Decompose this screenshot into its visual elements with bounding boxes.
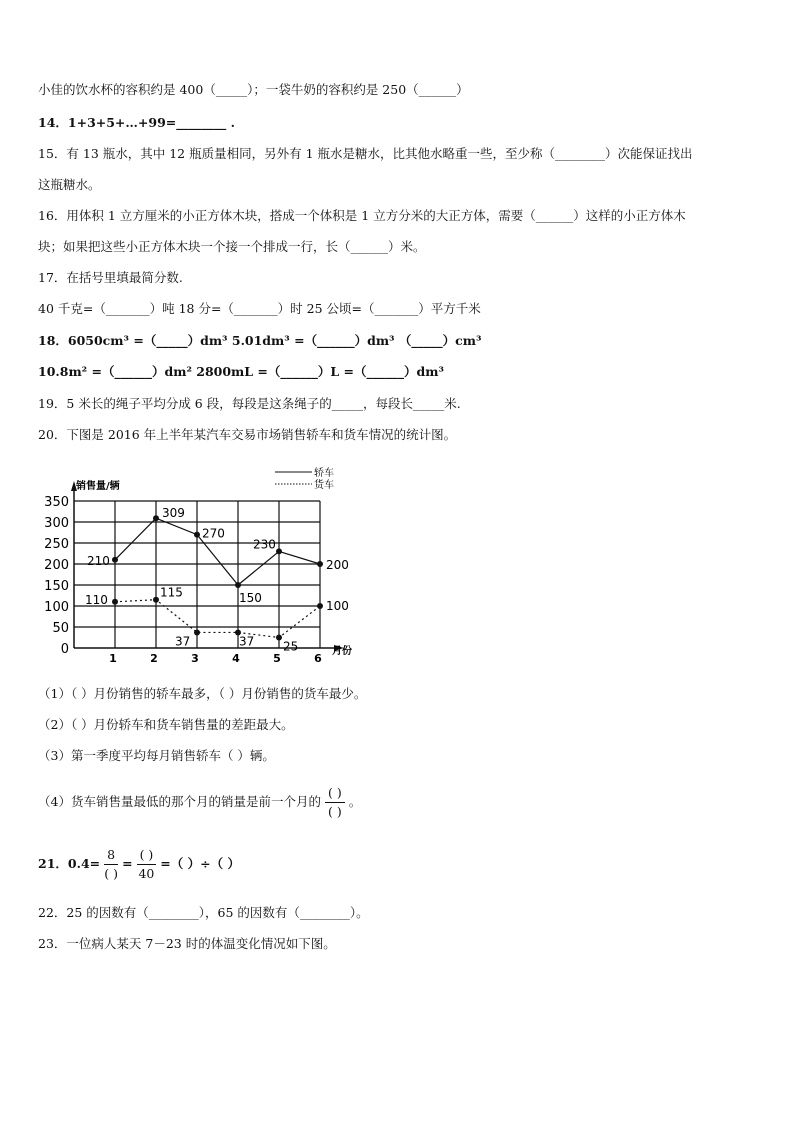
q20-line: 20．下图是 2016 年上半年某汽车交易市场销售轿车和货车情况的统计图。 xyxy=(38,427,457,442)
data-label: 150 xyxy=(239,591,262,605)
q14-line: 14．1+3+5+…+99=________ . xyxy=(38,115,235,130)
fraction-numerator: ( ) xyxy=(325,785,345,803)
q21-den-2: 40 xyxy=(138,866,155,881)
q20-sub4-end: 。 xyxy=(348,794,362,809)
data-point xyxy=(112,599,118,605)
fraction-blank xyxy=(325,785,345,820)
q20-sub4 xyxy=(38,784,361,820)
q21-line xyxy=(38,844,240,884)
q16-line-a: 16．用体积 1 立方厘米的小正方体木块，搭成一个体积是 1 立方分米的大正方体，需要（______）这样的小正方体木 xyxy=(38,208,686,223)
q13-line: 小佳的饮水杯的容积约是 400（_____）；一袋牛奶的容积约是 250（______） xyxy=(38,82,469,97)
data-point xyxy=(317,603,323,609)
data-point xyxy=(317,561,323,567)
data-point xyxy=(153,597,159,603)
data-label: 110 xyxy=(85,592,108,607)
x-tick-label: 3 xyxy=(191,652,199,665)
data-label: 230 xyxy=(253,537,276,552)
q21-fraction-2 xyxy=(137,847,157,882)
sales-line-chart xyxy=(40,465,370,665)
q20-sub4-text: （4）货车销售量最低的那个月的销量是前一个月的 xyxy=(38,794,321,809)
data-point xyxy=(235,582,241,588)
data-label: 37 xyxy=(175,634,191,649)
legend-label: 货车 xyxy=(314,480,334,491)
data-label: 210 xyxy=(87,553,110,568)
q23-line: 23．一位病人某天 7－23 时的体温变化情况如下图。 xyxy=(38,936,336,951)
x-tick-label: 2 xyxy=(150,652,158,665)
y-tick-label: 350 xyxy=(44,495,69,510)
data-label: 309 xyxy=(162,506,185,521)
q21-tail: =（ ）÷（ ） xyxy=(160,856,240,871)
x-tick-label: 1 xyxy=(109,652,117,665)
q17-line: 17．在括号里填最简分数. xyxy=(38,270,183,285)
data-label: 270 xyxy=(202,526,225,541)
data-label: 25 xyxy=(283,639,299,654)
fraction-denominator: ( ) xyxy=(327,804,342,819)
q21-num-2: ( ) xyxy=(137,847,157,865)
data-point xyxy=(112,557,118,563)
y-tick-label: 150 xyxy=(44,579,69,594)
data-point xyxy=(194,629,200,635)
q20-sub2: （2）（ ）月份轿车和货车销售量的差距最大。 xyxy=(38,717,294,732)
data-point xyxy=(153,515,159,521)
data-label: 100 xyxy=(326,599,349,613)
data-label: 200 xyxy=(326,558,349,572)
x-tick-label: 5 xyxy=(273,652,281,665)
series-line xyxy=(115,600,320,638)
q17-items: 40 千克=（_______）吨 18 分=（_______）时 25 公顷=（_______）平方千米 xyxy=(38,301,481,316)
data-point xyxy=(194,532,200,538)
legend-label: 轿车 xyxy=(314,468,334,479)
q18-line-b: 10.8m² =（______）dm² 2800mL =（______）L =（______）dm³ xyxy=(38,364,444,379)
x-tick-label: 4 xyxy=(232,652,240,665)
q21-fraction-1 xyxy=(104,847,118,882)
data-label: 115 xyxy=(160,585,183,600)
q21-eq: = xyxy=(122,856,133,871)
q16-line-b: 块；如果把这些小正方体木块一个接一个排成一行，长（______）米。 xyxy=(38,239,426,254)
y-tick-label: 200 xyxy=(44,558,69,573)
data-label: 37 xyxy=(239,634,255,649)
q21-den-1: ( ) xyxy=(104,866,118,881)
q18-line-a: 18．6050cm³ =（_____）dm³ 5.01dm³ =（______）dm³ （_____）cm³ xyxy=(38,333,482,348)
y-tick-label: 50 xyxy=(52,621,69,636)
data-point xyxy=(276,635,282,641)
x-axis-label: 月份 xyxy=(332,646,352,657)
q19-line: 19．5 米长的绳子平均分成 6 段，每段是这条绳子的_____，每段长_____米. xyxy=(38,396,461,411)
q20-sub3: （3）第一季度平均每月销售轿车（ ）辆。 xyxy=(38,748,275,763)
data-point xyxy=(276,548,282,554)
y-tick-label: 0 xyxy=(60,642,69,657)
y-tick-label: 300 xyxy=(44,516,69,531)
q22-line: 22．25 的因数有（________），65 的因数有（________）。 xyxy=(38,905,369,920)
q21-prefix: 21．0.4= xyxy=(38,856,101,871)
y-tick-label: 250 xyxy=(44,537,69,552)
q21-num-1: 8 xyxy=(104,847,118,865)
q20-sub1: （1）（ ）月份销售的轿车最多，（ ）月份销售的货车最少。 xyxy=(38,686,367,701)
y-tick-label: 100 xyxy=(44,600,69,615)
q15-line-b: 这瓶糖水。 xyxy=(38,177,101,192)
x-tick-label: 6 xyxy=(314,652,322,665)
q15-line-a: 15．有 13 瓶水，其中 12 瓶质量相同，另外有 1 瓶水是糖水，比其他水略重一些，至少称（________）次能保证找出 xyxy=(38,146,693,161)
y-axis-label: 销售量/辆 xyxy=(76,481,120,492)
